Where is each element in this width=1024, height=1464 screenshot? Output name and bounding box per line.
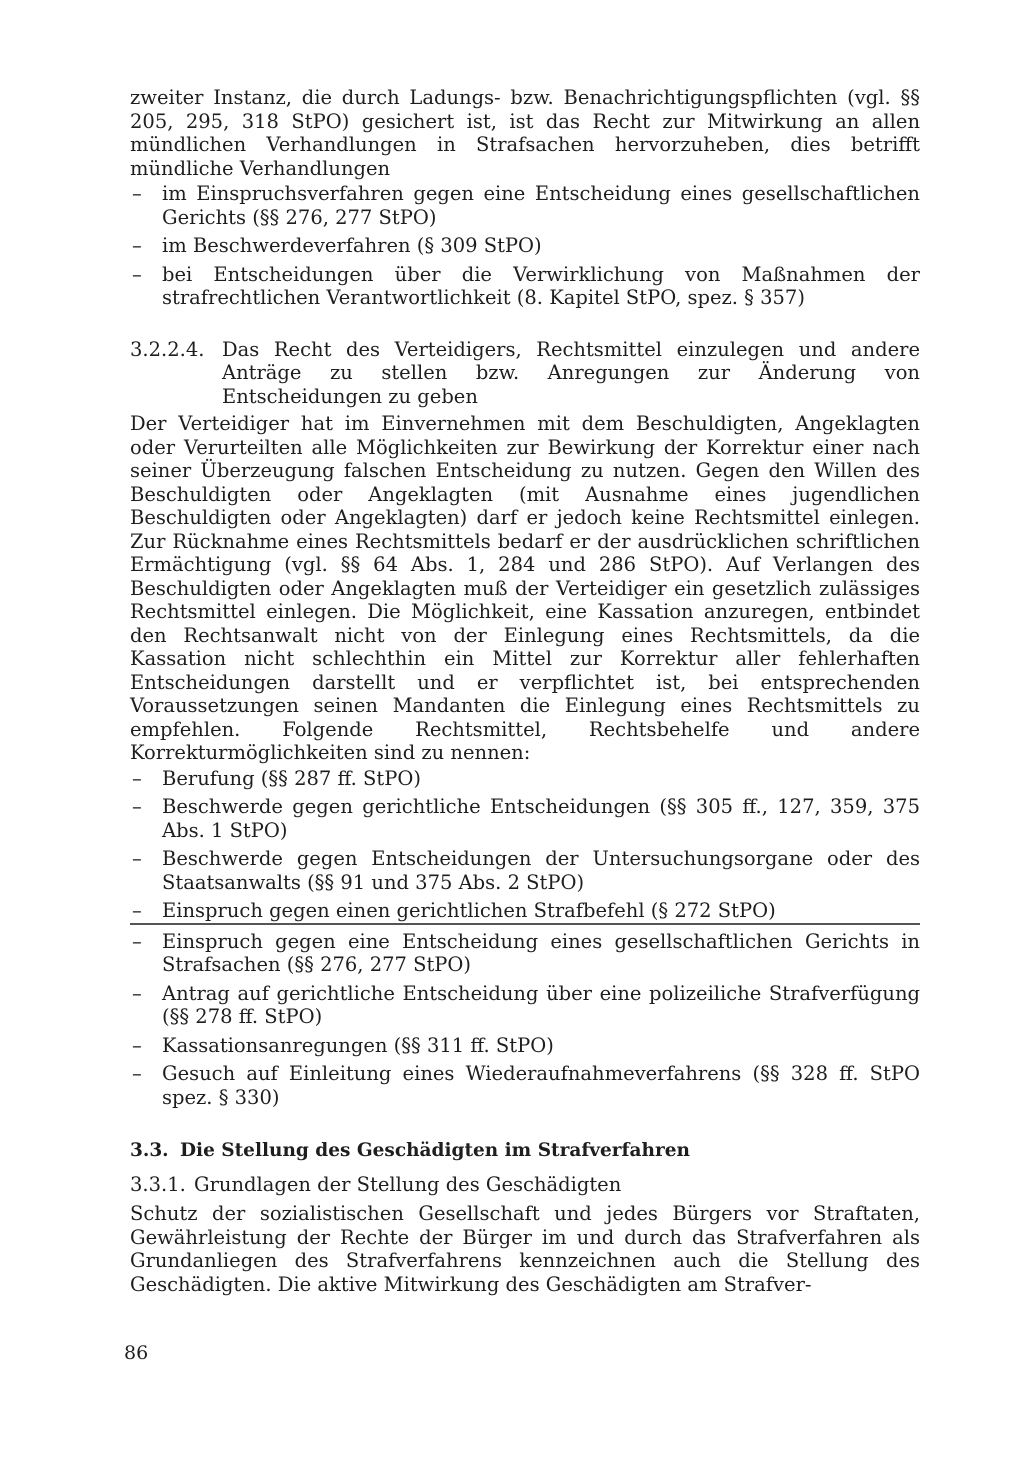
section-heading-33 <box>130 1139 920 1163</box>
section-number: 3.3.1. <box>130 1172 186 1196</box>
page-number: 86 <box>124 1342 149 1364</box>
page-content <box>130 86 920 1296</box>
section-number: 3.3. <box>130 1140 169 1161</box>
paragraph-injured-party: Schutz der sozialistischen Gesellschaft und jedes Bürgers vor Straftaten, Gewährleistung der Rechte der Bürger im und durch das Strafverfahren als Grundanliegen des Strafverfahrens kennzeichnen auch die Stellung des Geschädigten. Die aktive Mitwirkung des Geschädigten am Strafver- <box>130 1202 920 1296</box>
section-title: Die Stellung des Geschädigten im Strafverfahren <box>180 1140 690 1161</box>
list-oral-hearings <box>130 182 920 310</box>
section-title: Grundlagen der Stellung des Geschädigten <box>194 1172 622 1196</box>
list-item: – Kassationsanregungen (§§ 311 ff. StPO) <box>130 1034 920 1058</box>
list-item: – im Beschwerdeverfahren (§ 309 StPO) <box>130 234 920 258</box>
list-item: – bei Entscheidungen über die Verwirklichung von Maßnahmen der strafrechtlichen Verantwortlichkeit (8. Kapitel StPO, spez. § 357) <box>130 263 920 310</box>
list-item: – im Einspruchsverfahren gegen eine Entscheidung eines gesellschaftlichen Gerichts (§§ 276, 277 StPO) <box>130 182 920 229</box>
list-legal-remedies <box>130 767 920 1110</box>
section-number: 3.2.2.4. <box>130 337 205 361</box>
list-item: – Einspruch gegen eine Entscheidung eines gesellschaftlichen Gerichts in Strafsachen (§§ 276, 277 StPO) <box>130 930 920 977</box>
paragraph-defender-rights: Der Verteidiger hat im Einvernehmen mit dem Beschuldigten, Angeklagten oder Verurteilten alle Möglichkeiten zur Bewirkung der Korrektur einer nach seiner Überzeugung falschen Entscheidung zu nutzen. Gegen den Willen des Beschuldigten oder Angeklagten (mit Ausnahme eines jugendlichen Beschuldigten oder Angeklagten) darf er jedoch keine Rechtsmittel einlegen. Zur Rücknahme eines Rechtsmittels bedarf er der ausdrücklichen schriftlichen Ermächtigung (vgl. §§ 64 Abs. 1, 284 und 286 StPO). Auf Verlangen des Beschuldigten oder Angeklagten muß der Verteidiger ein gesetzlich zulässiges Rechtsmittel einlegen. Die Möglichkeit, eine Kassation anzuregen, entbindet den Rechtsanwalt nicht von der Einlegung eines Rechtsmittels, da die Kassation nicht schlechthin ein Mittel zur Korrektur aller fehlerhaften Entscheidungen darstellt und er verpflichtet ist, bei entsprechenden Voraussetzungen seinen Mandanten die Einlegung eines Rechtsmittels zu empfehlen. Folgende Rechtsmittel, Rechtsbehelfe und andere Korrekturmöglichkeiten sind zu nennen: <box>130 412 920 764</box>
list-item: – Beschwerde gegen Entscheidungen der Untersuchungsorgane oder des Staatsanwalts (§§ 91 und 375 Abs. 2 StPO) <box>130 847 920 894</box>
list-item: – Einspruch gegen einen gerichtlichen Strafbefehl (§ 272 StPO) <box>130 899 920 925</box>
list-item: – Gesuch auf Einleitung eines Wiederaufnahmeverfahrens (§§ 328 ff. StPO spez. § 330) <box>130 1062 920 1109</box>
section-heading-331 <box>130 1173 920 1197</box>
list-item: – Antrag auf gerichtliche Entscheidung über eine polizeiliche Strafverfügung (§§ 278 ff. StPO) <box>130 982 920 1029</box>
list-item: – Beschwerde gegen gerichtliche Entscheidungen (§§ 305 ff., 127, 359, 375 Abs. 1 StPO) <box>130 795 920 842</box>
list-item: – Berufung (§§ 287 ff. StPO) <box>130 767 920 791</box>
section-title: Das Recht des Verteidigers, Rechtsmittel einzulegen und andere Anträge zu stellen bzw. Anregungen zur Änderung von Entscheidungen zu geben <box>222 337 920 408</box>
section-heading-3224 <box>130 338 920 409</box>
paragraph-intro: zweiter Instanz, die durch Ladungs- bzw. Benachrichtigungspflichten (vgl. §§ 205, 295, 318 StPO) gesichert ist, ist das Recht zur Mitwirkung an allen mündlichen Verhandlungen in Strafsachen hervorzuheben, dies betrifft mündliche Verhandlungen <box>130 86 920 180</box>
